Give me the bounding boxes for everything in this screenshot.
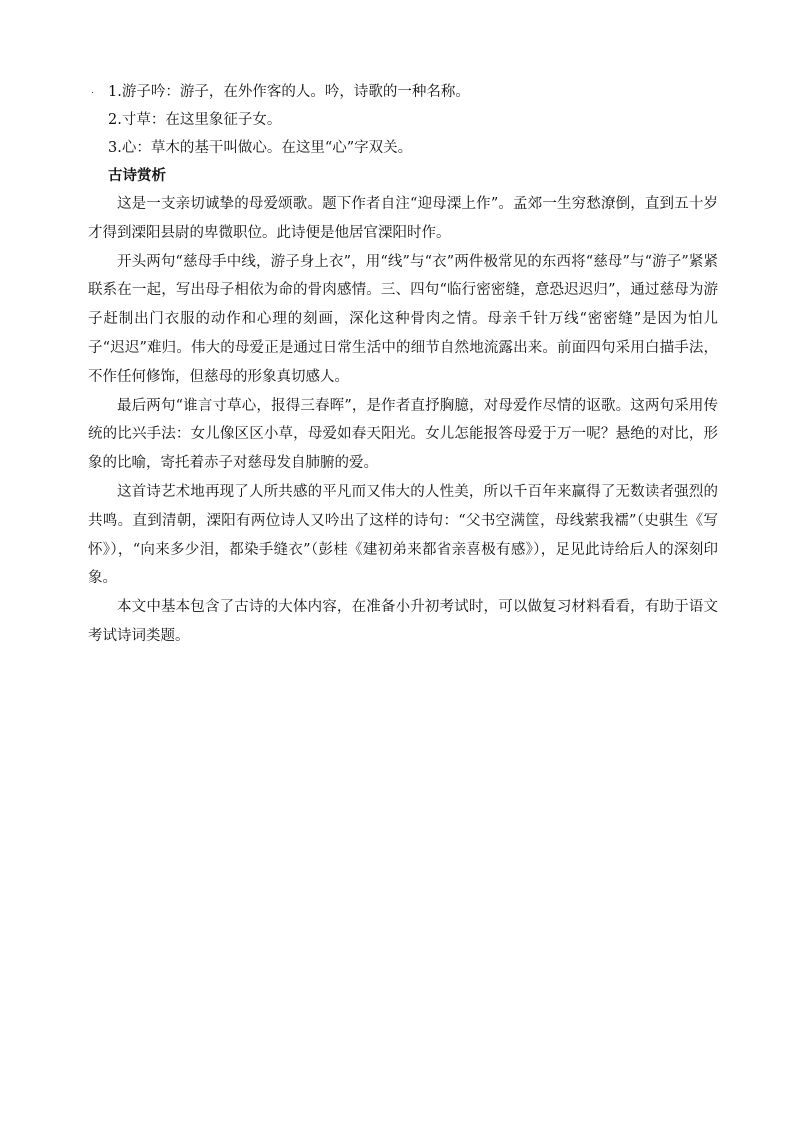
paragraph-closing-lines: 最后两句“谁言寸草心，报得三春晖”，是作者直抒胸臆，对母爱作尽情的讴歌。这两句采用传统的比兴手法：女儿像区区小草，母爱如春天阳光。女儿怎能报答母爱于万一呢？悬绝的对比，形象的比喻，寄托着赤子对慈母发自肺腑的爱。	[88, 397, 718, 472]
annotation-note-1: 1.游子吟：游子，在外作客的人。吟，诗歌的一种名称。	[108, 84, 470, 100]
document-body	[88, 78, 718, 651]
annotation-note-2: 2.寸草：在这里象征子女。	[108, 112, 282, 128]
bullet-marker: .	[91, 86, 94, 96]
paragraph-summary: 本文中基本包含了古诗的大体内容，在准备小升初考试时，可以做复习材料看看，有助于语文考试诗词类题。	[88, 599, 718, 644]
section-heading: 古诗赏析	[108, 168, 166, 184]
paragraph-opening-lines: 开头两句“慈母手中线，游子身上衣”，用“线”与“衣”两件极常见的东西将“慈母”与“游子”紧紧联系在一起，写出母子相依为命的骨肉感情。三、四句“临行密密缝，意恐迟迟归”，通过慈母为游子赶制出门衣服的动作和心理的刻画，深化这种骨肉之情。母亲千针万线“密密缝”是因为怕儿子“迟迟”难归。伟大的母爱正是通过日常生活中的细节自然地流露出来。前面四句采用白描手法，不作任何修饰，但慈母的形象真切感人。	[88, 253, 718, 385]
paragraph-influence: 这首诗艺术地再现了人所共感的平凡而又伟大的人性美，所以千百年来赢得了无数读者强烈的共鸣。直到清朝，溧阳有两位诗人又吟出了这样的诗句：“父书空满筐，母线萦我襦”（史骐生《写怀》），“向来多少泪，都染手缝衣”（彭桂《建初弟来都省亲喜极有感》），足见此诗给后人的深刻印象。	[88, 483, 718, 587]
annotation-note-3: 3.心：草木的基干叫做心。在这里“心”字双关。	[108, 140, 413, 156]
paragraph-intro: 这是一支亲切诚挚的母爱颂歌。题下作者自注“迎母溧上作”。孟郊一生穷愁潦倒，直到五十岁才得到溧阳县尉的卑微职位。此诗便是他居官溧阳时作。	[88, 196, 718, 241]
